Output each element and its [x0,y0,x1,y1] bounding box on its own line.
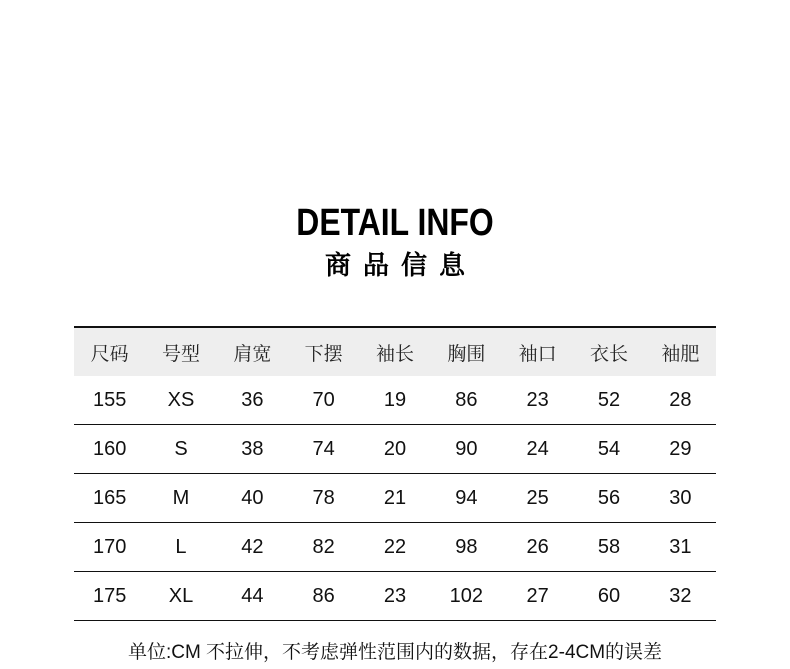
column-header-bust: 胸围 [447,343,486,365]
unit-disclaimer-note: 单位:CM 不拉伸，不考虑弹性范围内的数据，存在2-4CM的误差 [127,642,663,663]
table-cell: M [172,486,190,509]
table-cell: 36 [241,388,264,411]
table-cell: 31 [669,535,692,558]
table-cell: XS [167,388,195,411]
table-cell: 54 [597,437,621,460]
table-cell: L [175,535,187,558]
table-cell: 19 [383,388,407,411]
table-cell: 70 [312,388,335,411]
table-cell: 22 [383,535,407,558]
page-subtitle: 商品信息 [324,250,477,280]
table-row-160-s [74,425,716,474]
table-cell: 78 [312,486,335,509]
table-cell: 90 [455,437,478,460]
table-cell: 86 [312,584,335,607]
column-header-size: 尺码 [90,343,129,365]
table-cell: 74 [312,437,335,460]
table-cell: 155 [92,388,127,411]
table-cell: 38 [241,437,264,460]
table-cell: 60 [597,584,621,607]
column-header-length: 衣长 [589,343,628,365]
table-cell: 26 [526,535,549,558]
table-row-175-xl [74,572,716,621]
table-cell: 23 [383,584,407,607]
table-cell: 42 [241,535,264,558]
table-row-155-xs [74,376,716,425]
column-header-cuff: 袖口 [518,343,557,365]
table-cell: 165 [92,486,127,509]
table-cell: 21 [383,486,407,509]
table-cell: S [174,437,188,460]
table-cell: 86 [455,388,478,411]
table-cell: 94 [455,486,478,509]
table-cell: 20 [383,437,407,460]
table-cell: XL [168,584,194,607]
table-cell: 98 [455,535,478,558]
table-cell: 27 [526,584,549,607]
table-cell: 28 [669,388,692,411]
size-table-header-row [74,328,716,376]
table-cell: 23 [526,388,549,411]
column-header-type: 号型 [161,343,200,365]
table-cell: 29 [669,437,692,460]
table-cell: 40 [241,486,264,509]
table-cell: 102 [449,584,484,607]
table-cell: 58 [597,535,621,558]
table-cell: 44 [241,584,264,607]
table-cell: 24 [526,437,549,460]
column-header-shoulder: 肩宽 [233,343,272,365]
table-cell: 160 [92,437,127,460]
page-title: DETAIL INFO [296,202,494,244]
table-cell: 56 [597,486,621,509]
table-cell: 25 [526,486,549,509]
table-row-165-m [74,474,716,523]
table-cell: 30 [669,486,692,509]
table-cell: 32 [669,584,692,607]
column-header-sleeve-width: 袖肥 [661,343,700,365]
column-header-hem: 下摆 [304,343,343,365]
table-cell: 170 [92,535,127,558]
table-row-170-l [74,523,716,572]
table-cell: 52 [597,388,621,411]
table-cell: 82 [312,535,335,558]
column-header-sleeve-length: 袖长 [375,343,414,365]
table-cell: 175 [92,584,127,607]
size-table [74,326,716,621]
